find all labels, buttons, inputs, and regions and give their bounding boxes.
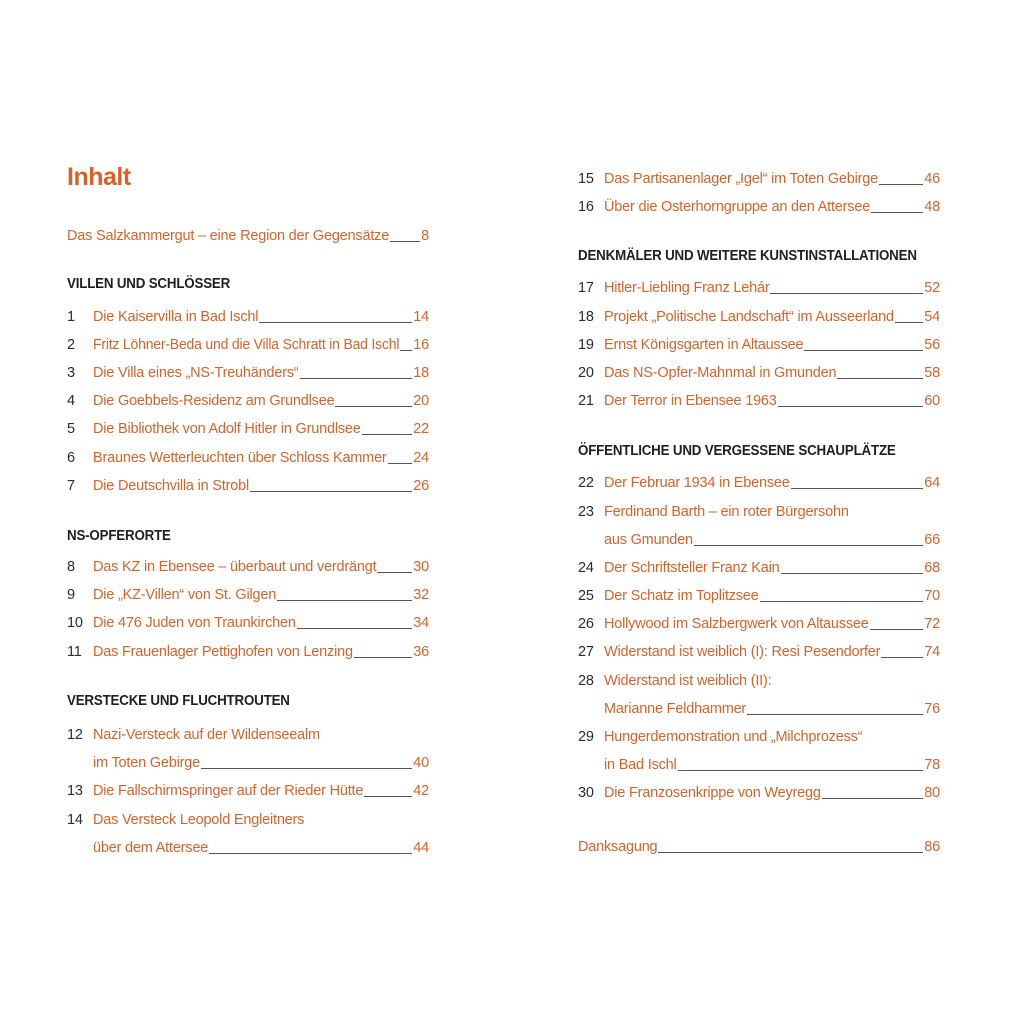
toc-number: 8 bbox=[67, 559, 75, 575]
toc-entry-continued[interactable] bbox=[67, 831, 429, 857]
toc-title: Hollywood im Salzbergwerk von Altaussee bbox=[604, 616, 869, 632]
toc-title: Die Kaiservilla in Bad Ischl bbox=[93, 309, 259, 325]
toc-page: 48 bbox=[924, 199, 940, 215]
toc-title: Das KZ in Ebensee – überbaut und verdrängt bbox=[93, 559, 377, 575]
toc-page: 24 bbox=[413, 450, 429, 466]
toc-number: 3 bbox=[67, 365, 75, 381]
toc-title: Über die Osterhorngruppe an den Attersee bbox=[604, 199, 871, 215]
toc-page: 8 bbox=[421, 228, 429, 244]
toc-number: 26 bbox=[578, 616, 594, 632]
leader-line bbox=[895, 322, 923, 323]
toc-number: 12 bbox=[67, 727, 83, 743]
toc-title-line2: Marianne Feldhammer bbox=[604, 701, 747, 717]
section-heading: ÖFFENTLICHE UND VERGESSENE SCHAUPLÄTZE bbox=[578, 443, 896, 459]
toc-page: 30 bbox=[413, 559, 429, 575]
toc-outro[interactable] bbox=[578, 830, 940, 856]
leader-line bbox=[209, 853, 412, 854]
leader-line bbox=[871, 212, 923, 213]
toc-entry[interactable] bbox=[578, 607, 940, 633]
toc-entry[interactable] bbox=[67, 635, 429, 661]
section-heading: VERSTECKE UND FLUCHTROUTEN bbox=[67, 693, 290, 709]
toc-number: 17 bbox=[578, 280, 594, 296]
toc-title: Nazi-Versteck auf der Wildenseealm bbox=[93, 727, 320, 743]
leader-line bbox=[362, 434, 413, 435]
leader-line bbox=[778, 406, 924, 407]
toc-number: 25 bbox=[578, 588, 594, 604]
leader-line bbox=[377, 572, 412, 573]
toc-page: 72 bbox=[924, 616, 940, 632]
toc-title: Die „KZ-Villen“ von St. Gilgen bbox=[93, 587, 277, 603]
toc-title: Ernst Königsgarten in Altaussee bbox=[604, 337, 804, 353]
toc-entry[interactable] bbox=[578, 300, 940, 326]
toc-title: Die Goebbels-Residenz am Grundlsee bbox=[93, 393, 335, 409]
toc-title: Die Villa eines „NS-Treuhänders“ bbox=[93, 365, 299, 381]
toc-title: Das NS-Opfer-Mahnmal in Gmunden bbox=[604, 365, 837, 381]
toc-number: 10 bbox=[67, 615, 83, 631]
toc-entry[interactable] bbox=[578, 190, 940, 216]
toc-entry[interactable] bbox=[578, 271, 940, 297]
toc-number: 30 bbox=[578, 785, 594, 801]
toc-entry[interactable] bbox=[578, 579, 940, 605]
toc-number: 5 bbox=[67, 421, 75, 437]
toc-number: 7 bbox=[67, 478, 75, 494]
toc-page: 70 bbox=[924, 588, 940, 604]
toc-entry[interactable] bbox=[67, 469, 429, 495]
toc-number: 24 bbox=[578, 560, 594, 576]
toc-title: Hungerdemonstration und „Milchprozess“ bbox=[604, 729, 863, 745]
toc-page: 16 bbox=[413, 337, 429, 353]
toc-entry[interactable] bbox=[67, 774, 429, 800]
toc-entry[interactable] bbox=[578, 384, 940, 410]
section-heading: NS-OPFERORTE bbox=[67, 528, 171, 544]
toc-title: Ferdinand Barth – ein roter Bürgersohn bbox=[604, 504, 849, 520]
toc-number: 20 bbox=[578, 365, 594, 381]
toc-number: 28 bbox=[578, 673, 594, 689]
toc-title: Das Versteck Leopold Engleitners bbox=[93, 812, 305, 828]
toc-entry[interactable] bbox=[578, 551, 940, 577]
toc-title: Die Deutschvilla in Strobl bbox=[93, 478, 249, 494]
toc-page: 34 bbox=[413, 615, 429, 631]
leader-line bbox=[881, 657, 923, 658]
leader-line bbox=[250, 491, 412, 492]
toc-page: 68 bbox=[924, 560, 940, 576]
leader-line bbox=[879, 184, 923, 185]
toc-page: 26 bbox=[413, 478, 429, 494]
toc-entry[interactable] bbox=[67, 356, 429, 382]
toc-title: Hitler-Liebling Franz Lehár bbox=[604, 280, 770, 296]
toc-page: 22 bbox=[413, 421, 429, 437]
toc-title: Braunes Wetterleuchten über Schloss Kammer bbox=[93, 450, 387, 466]
leader-line bbox=[770, 293, 923, 294]
toc-page: 66 bbox=[924, 532, 940, 548]
toc-page: 80 bbox=[924, 785, 940, 801]
leader-line bbox=[388, 463, 413, 464]
leader-line bbox=[804, 350, 923, 351]
page-title: Inhalt bbox=[67, 163, 131, 191]
toc-page: 20 bbox=[413, 393, 429, 409]
toc-page: 78 bbox=[924, 757, 940, 773]
toc-title: Danksagung bbox=[578, 839, 658, 855]
toc-entry[interactable] bbox=[578, 356, 940, 382]
leader-line bbox=[277, 600, 412, 601]
leader-line bbox=[259, 322, 412, 323]
toc-title: Widerstand ist weiblich (I): Resi Pesendorfer bbox=[604, 644, 881, 660]
toc-entry[interactable] bbox=[578, 720, 940, 746]
toc-page: 14 bbox=[413, 309, 429, 325]
toc-title: Der Schriftsteller Franz Kain bbox=[604, 560, 780, 576]
toc-title: Das Frauenlager Pettighofen von Lenzing bbox=[93, 644, 353, 660]
toc-title: Der Februar 1934 in Ebensee bbox=[604, 475, 790, 491]
leader-line bbox=[837, 378, 923, 379]
toc-number: 11 bbox=[67, 644, 82, 660]
toc-title: Die Fallschirmspringer auf der Rieder Hütte bbox=[93, 783, 364, 799]
toc-page: 36 bbox=[413, 644, 429, 660]
toc-page: 60 bbox=[924, 393, 940, 409]
toc-page: 74 bbox=[924, 644, 940, 660]
toc-entry[interactable] bbox=[67, 384, 429, 410]
toc-entry[interactable] bbox=[67, 412, 429, 438]
toc-entry[interactable] bbox=[67, 550, 429, 576]
toc-page: 42 bbox=[413, 783, 429, 799]
section-heading: VILLEN UND SCHLÖSSER bbox=[67, 276, 231, 292]
toc-title: Die Bibliothek von Adolf Hitler in Grundlsee bbox=[93, 421, 361, 437]
leader-line bbox=[658, 852, 923, 853]
toc-number: 16 bbox=[578, 199, 594, 215]
toc-number: 1 bbox=[67, 309, 75, 325]
toc-entry[interactable] bbox=[578, 466, 940, 492]
toc-entry-continued[interactable] bbox=[578, 692, 940, 718]
section-heading: DENKMÄLER UND WEITERE KUNSTINSTALLATIONEN bbox=[578, 248, 917, 264]
toc-title-line2: aus Gmunden bbox=[604, 532, 693, 548]
toc-page: 40 bbox=[413, 755, 429, 771]
toc-number: 22 bbox=[578, 475, 594, 491]
leader-line bbox=[390, 241, 420, 242]
toc-title: Die Franzosenkrippe von Weyregg bbox=[604, 785, 821, 801]
leader-line bbox=[760, 601, 924, 602]
toc-page: 58 bbox=[924, 365, 940, 381]
toc-number: 14 bbox=[67, 812, 83, 828]
leader-line bbox=[822, 798, 923, 799]
toc-entry[interactable] bbox=[578, 328, 940, 354]
toc-intro[interactable] bbox=[67, 219, 429, 245]
toc-entry-continued[interactable] bbox=[67, 746, 429, 772]
toc-entry[interactable] bbox=[578, 162, 940, 188]
toc-page: 54 bbox=[924, 309, 940, 325]
toc-number: 21 bbox=[578, 393, 594, 409]
leader-line bbox=[354, 657, 412, 658]
toc-title-line2: über dem Attersee bbox=[93, 840, 209, 856]
toc-number: 18 bbox=[578, 309, 594, 325]
toc-entry[interactable] bbox=[67, 718, 429, 744]
leader-line bbox=[297, 628, 412, 629]
toc-entry-continued[interactable] bbox=[578, 523, 940, 549]
leader-line bbox=[201, 768, 412, 769]
leader-line bbox=[781, 573, 924, 574]
toc-page: 56 bbox=[924, 337, 940, 353]
toc-entry[interactable] bbox=[578, 635, 940, 661]
toc-entry[interactable] bbox=[67, 300, 429, 326]
toc-page: 46 bbox=[924, 171, 940, 187]
toc-entry[interactable] bbox=[578, 495, 940, 521]
toc-entry[interactable] bbox=[578, 776, 940, 802]
toc-entry[interactable] bbox=[67, 578, 429, 604]
leader-line bbox=[300, 378, 413, 379]
toc-number: 29 bbox=[578, 729, 594, 745]
toc-page: 44 bbox=[413, 840, 429, 856]
toc-entry[interactable] bbox=[67, 803, 429, 829]
leader-line bbox=[400, 350, 412, 351]
leader-line bbox=[870, 629, 924, 630]
toc-number: 15 bbox=[578, 171, 594, 187]
toc-title-line2: in Bad Ischl bbox=[604, 757, 677, 773]
toc-title: Widerstand ist weiblich (II): bbox=[604, 673, 772, 689]
toc-number: 9 bbox=[67, 587, 75, 603]
toc-entry-continued[interactable] bbox=[578, 748, 940, 774]
toc-entry[interactable] bbox=[67, 606, 429, 632]
toc-number: 6 bbox=[67, 450, 75, 466]
toc-number: 23 bbox=[578, 504, 594, 520]
toc-title: Die 476 Juden von Traunkirchen bbox=[93, 615, 296, 631]
toc-entry[interactable] bbox=[67, 441, 429, 467]
toc-number: 2 bbox=[67, 337, 75, 353]
toc-title: Der Terror in Ebensee 1963 bbox=[604, 393, 777, 409]
toc-title: Fritz Löhner-Beda und die Villa Schratt in Bad Ischl bbox=[93, 337, 400, 353]
leader-line bbox=[747, 714, 923, 715]
toc-page: 18 bbox=[413, 365, 429, 381]
toc-page: 86 bbox=[924, 839, 940, 855]
toc-number: 19 bbox=[578, 337, 594, 353]
leader-line bbox=[694, 545, 923, 546]
leader-line bbox=[335, 406, 412, 407]
toc-entry[interactable] bbox=[578, 664, 940, 690]
toc-title: Der Schatz im Toplitzsee bbox=[604, 588, 759, 604]
leader-line bbox=[791, 488, 924, 489]
toc-page: 64 bbox=[924, 475, 940, 491]
toc-number: 13 bbox=[67, 783, 83, 799]
toc-number: 4 bbox=[67, 393, 75, 409]
toc-number: 27 bbox=[578, 644, 594, 660]
toc-entry[interactable] bbox=[67, 328, 429, 354]
leader-line bbox=[364, 796, 412, 797]
toc-page: 76 bbox=[924, 701, 940, 717]
toc-page: 32 bbox=[413, 587, 429, 603]
toc-title-line2: im Toten Gebirge bbox=[93, 755, 200, 771]
leader-line bbox=[678, 770, 924, 771]
toc-title: Das Salzkammergut – eine Region der Gegensätze bbox=[67, 228, 390, 244]
toc-title: Projekt „Politische Landschaft“ im Ausseerland bbox=[604, 309, 894, 325]
toc-page: 52 bbox=[924, 280, 940, 296]
toc-title: Das Partisanenlager „Igel“ im Toten Gebirge bbox=[604, 171, 879, 187]
